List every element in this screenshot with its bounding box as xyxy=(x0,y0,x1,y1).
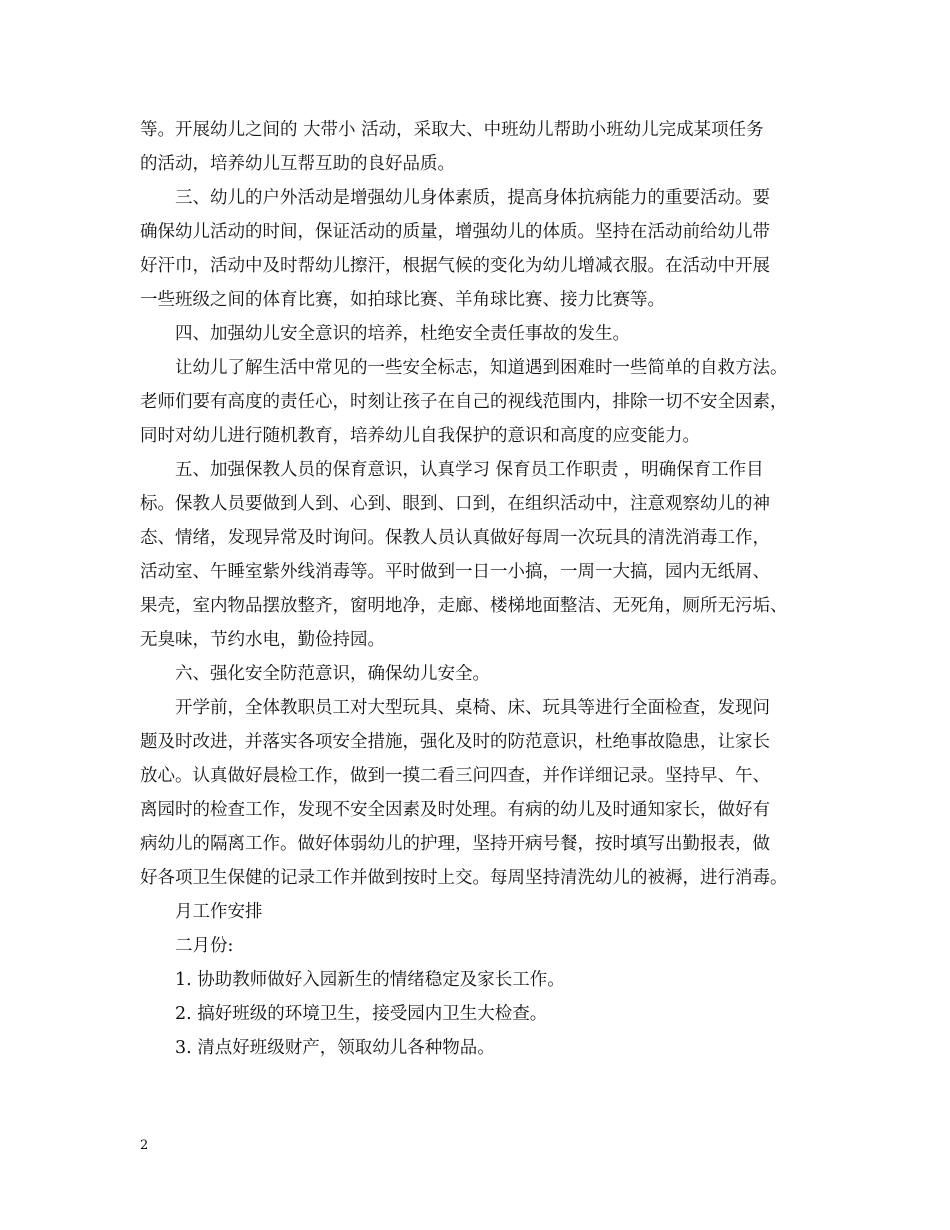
text-line: 好各项卫生保健的记录工作并做到按时上交。每周坚持清洗幼儿的被褥，进行消毒。 xyxy=(140,868,788,888)
text-line: 无臭味，节约水电，勤俭持园。 xyxy=(140,630,385,650)
text-line: 的活动，培养幼儿互帮互助的良好品质。 xyxy=(140,154,455,174)
text-line: 老师们要有高度的责任心，时刻让孩子在自己的视线范围内，排除一切不安全因素， xyxy=(140,392,788,412)
text-line: 二月份: xyxy=(175,936,234,956)
text-line: 果壳，室内物品摆放整齐，窗明地净，走廊、楼梯地面整洁、无死角，厕所无污垢、 xyxy=(140,596,788,616)
text-line: 放心。认真做好晨检工作，做到一摸二看三问四查，并作详细记录。坚持早、午、 xyxy=(140,766,770,786)
text-line: 1. 协助教师做好入园新生的情绪稳定及家长工作。 xyxy=(175,970,565,990)
text-line: 六、强化安全防范意识，确保幼儿安全。 xyxy=(175,664,490,684)
text-line: 离园时的检查工作，发现不安全因素及时处理。有病的幼儿及时通知家长，做好有 xyxy=(140,800,770,820)
text-line: 态、情绪，发现异常及时询问。保教人员认真做好每周一次玩具的清洗消毒工作， xyxy=(140,528,770,548)
document-body xyxy=(140,113,820,1065)
text-line: 等。开展幼儿之间的 大带小 活动，采取大、中班幼儿帮助小班幼儿完成某项任务 xyxy=(140,120,764,140)
text-line: 开学前，全体教职员工对大型玩具、桌椅、床、玩具等进行全面检查，发现问 xyxy=(175,698,770,718)
text-line: 三、幼儿的户外活动是增强幼儿身体素质，提高身体抗病能力的重要活动。要 xyxy=(175,188,770,208)
text-line: 病幼儿的隔离工作。做好体弱幼儿的护理，坚持开病号餐，按时填写出勤报表，做 xyxy=(140,834,770,854)
page-number: 2 xyxy=(140,1138,149,1153)
text-line: 3. 清点好班级财产，领取幼儿各种物品。 xyxy=(175,1038,495,1058)
text-line: 一些班级之间的体育比赛，如拍球比赛、羊角球比赛、接力比赛等。 xyxy=(140,290,665,310)
text-line: 四、加强幼儿安全意识的培养，杜绝安全责任事故的发生。 xyxy=(175,324,630,344)
text-line: 好汗巾，活动中及时帮幼儿擦汗，根据气候的变化为幼儿增减衣服。在活动中开展 xyxy=(140,256,770,276)
text-line: 五、加强保教人员的保育意识，认真学习 保育员工作职责 ，明确保育工作目 xyxy=(175,460,764,480)
text-line: 月工作安排 xyxy=(175,902,263,922)
text-line: 确保幼儿活动的时间，保证活动的质量，增强幼儿的体质。坚持在活动前给幼儿带 xyxy=(140,222,770,242)
text-line: 题及时改进，并落实各项安全措施，强化及时的防范意识，杜绝事故隐患，让家长 xyxy=(140,732,770,752)
text-line: 标。保教人员要做到人到、心到、眼到、口到，在组织活动中，注意观察幼儿的神 xyxy=(140,494,770,514)
text-line: 2. 搞好班级的环境卫生，接受园内卫生大检查。 xyxy=(175,1004,548,1024)
text-line: 让幼儿了解生活中常见的一些安全标志，知道遇到困难时一些简单的自救方法。 xyxy=(175,358,788,378)
text-line: 活动室、午睡室紫外线消毒等。平时做到一日一小搞，一周一大搞，园内无纸屑、 xyxy=(140,562,770,582)
text-line: 同时对幼儿进行随机教育，培养幼儿自我保护的意识和高度的应变能力。 xyxy=(140,426,700,446)
